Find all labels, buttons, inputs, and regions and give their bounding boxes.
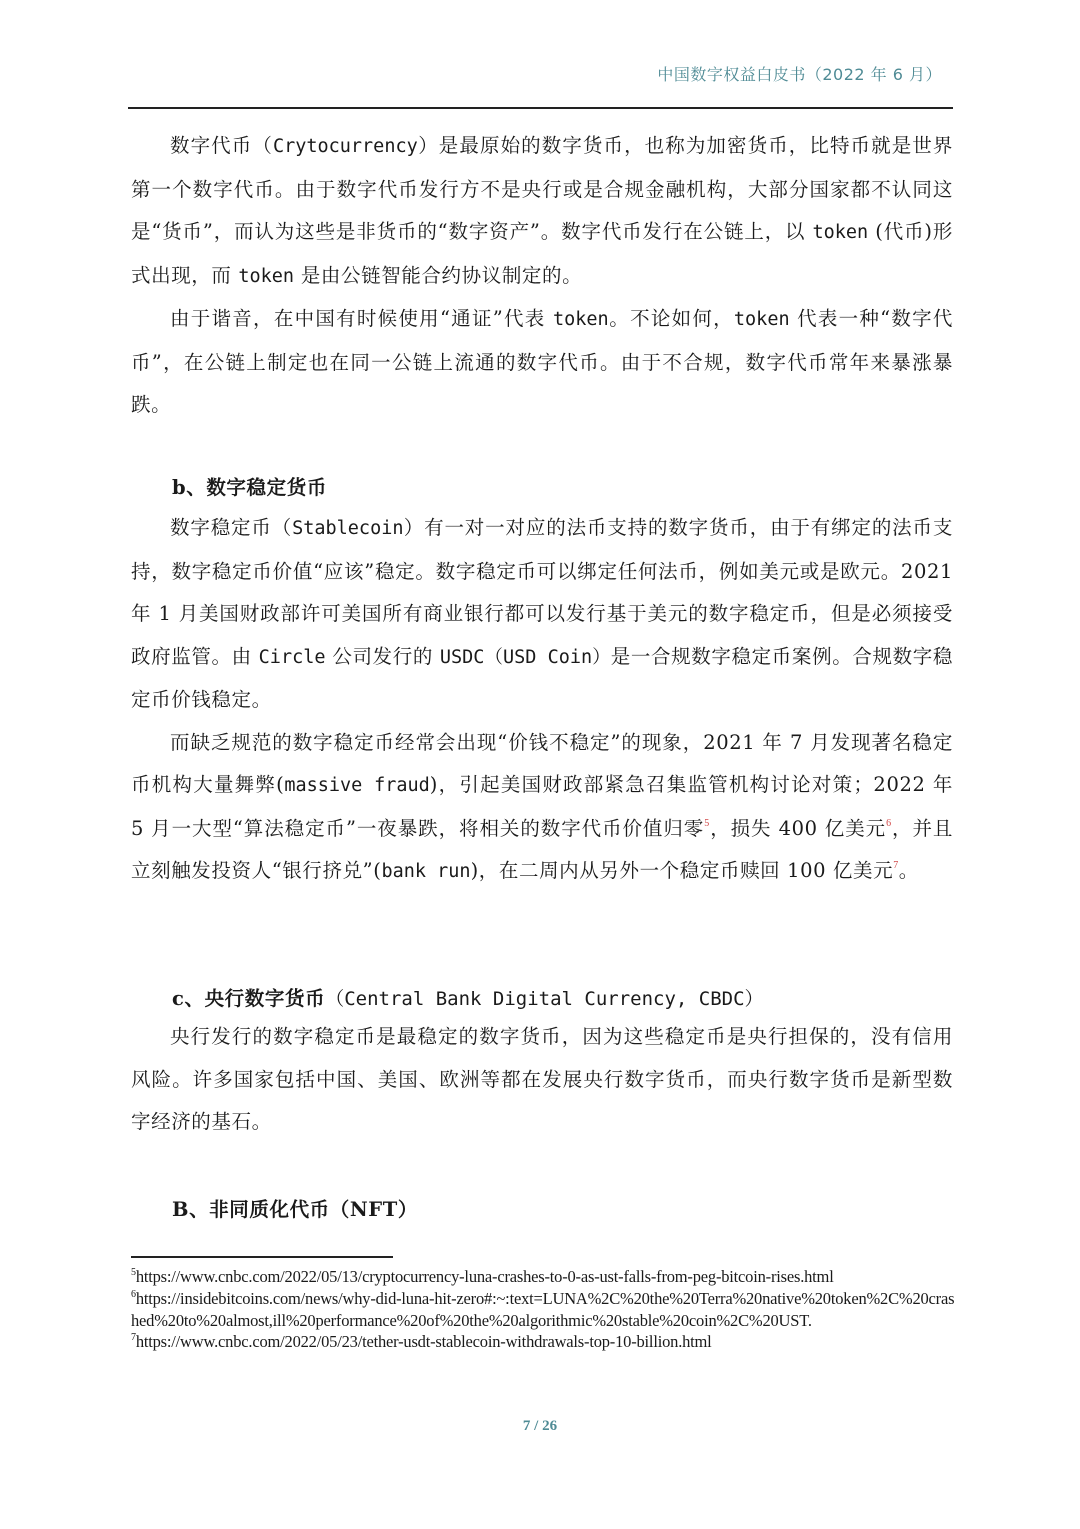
stablecoin-paragraph-1 — [131, 507, 953, 722]
text-run: 数字稳定币（ — [170, 516, 293, 539]
term-massive-fraud: massive fraud — [284, 775, 430, 796]
footnotes — [131, 1266, 961, 1353]
text-run: (代币)形式出现，而 — [131, 220, 953, 287]
text-run: 而缺乏规范的数字稳定币经常会出现“价钱不稳定”的现象，2021 年 7 月发现著名稳定币机构大量舞弊( — [131, 730, 953, 796]
text-run: )，在二周内从另外一个稳定币赎回 100 亿美元 — [470, 859, 894, 882]
footnote-5 — [131, 1266, 961, 1288]
term-token: token — [812, 222, 869, 243]
stablecoin-section — [131, 507, 953, 894]
term-bank-run: bank run — [381, 861, 471, 882]
text-run: 由于谐音，在中国有时候使用“通证”代表 — [170, 307, 553, 330]
term-token: token — [733, 309, 790, 330]
term-token: token — [238, 265, 295, 287]
footnote-number: 7 — [131, 1332, 136, 1344]
crypto-paragraph-1 — [131, 125, 953, 298]
text-run: 。 — [898, 859, 919, 882]
text-run: 数字代币（ — [170, 134, 273, 157]
footnote-divider — [131, 1256, 393, 1258]
term-token: token — [552, 309, 609, 330]
text-run: 代表一种“数字代币”，在公链上制定也在同一公链上流通的数字代币。由于不合规，数字代币常年来暴涨暴跌。 — [131, 307, 953, 416]
footnote-ref-6[interactable]: 6 — [886, 817, 892, 829]
text-run: 。不论如何， — [608, 307, 734, 330]
term-usdc: USDC（USD Coin） — [439, 646, 611, 668]
cbdc-paragraph-1: 央行发行的数字稳定币是最稳定的数字货币，因为这些稳定币是央行担保的，没有信用风险。许多国家包括中国、美国、欧洲等都在发展央行数字货币，而央行数字货币是新型数字经济的基石。 — [131, 1025, 953, 1133]
text-run: 是一合规数字稳定币案例。合规数字稳定币价钱稳定。 — [131, 644, 953, 711]
footnote-number: 6 — [131, 1288, 136, 1300]
header-divider — [128, 107, 953, 109]
footnote-number: 5 — [131, 1267, 136, 1278]
heading-stablecoin: b、数字稳定货币 — [172, 476, 327, 499]
footnote-link[interactable]: https://www.cnbc.com/2022/05/23/tether-usdt-stablecoin-withdrawals-top-10-billion.html — [135, 1332, 712, 1352]
page-number: 7 / 26 — [522, 1418, 558, 1434]
footnote-6 — [131, 1288, 961, 1332]
heading-cbdc — [172, 983, 764, 1011]
footnote-ref-5[interactable]: 5 — [704, 817, 710, 829]
crypto-section — [131, 125, 953, 427]
footnote-link[interactable]: https://www.cnbc.com/2022/05/13/cryptocurrency-luna-crashes-to-0-as-ust-falls-from-peg-bitcoin-rises.html — [135, 1267, 834, 1286]
cbdc-section — [131, 1016, 953, 1144]
stablecoin-paragraph-2 — [131, 722, 953, 894]
footnote-7 — [131, 1331, 961, 1353]
crypto-paragraph-2 — [131, 298, 953, 427]
text-run: 是由公链智能合约协议制定的。 — [294, 263, 583, 287]
footnote-ref-7[interactable]: 7 — [893, 860, 899, 871]
term-cryptocurrency: Crytocurrency — [272, 136, 418, 157]
term-circle: Circle — [258, 646, 326, 668]
text-run: ，并且立刻触发投资人“银行挤兑”( — [131, 816, 954, 882]
heading-cbdc-en: （Central Bank Digital Currency, CBDC） — [325, 988, 764, 1010]
text-run: ）有一对一对应的法币支持的数字货币，由于有绑定的法币支持，数字稳定币价值“应该”稳定。数字稳定币可以绑定任何法币，例如美元或是欧元。2021 年 1 月美国财政部许可美国所有商业银行都可以发行基于美元的数字稳定币，但是必须接受政府监管。由 — [131, 516, 953, 668]
heading-nft: B、非同质化代币（NFT） — [172, 1198, 418, 1221]
text-run: 公司发行的 — [325, 644, 440, 668]
footnote-link[interactable]: https://insidebitcoins.com/news/why-did-luna-hit-zero#:~:text=LUNA%2C%20the%20Terra%20native%20token%2C%20crashed%20to%20almost,ill%20performance%20of%20the%20algorithmic%20stable%20coin%2C%20UST. — [131, 1288, 955, 1330]
text-run: )，引起美国财政部紧急召集监管机构讨论对策；2022 年 5 月一大型“算法稳定币”一夜暴跌，将相关的数字代币价值归零 — [131, 773, 953, 840]
text-run: ，损失 400 亿美元 — [709, 816, 887, 840]
heading-cbdc-cn: c、央行数字货币 — [172, 987, 326, 1010]
text-run: ）是最原始的数字货币，也称为加密货币，比特币就是世界第一个数字代币。由于数字代币发行方不是央行或是合规金融机构，大部分国家都不认同这是“货币”，而认为这些是非货币的“数字资产”。数字代币发行在公链上，以 — [131, 134, 953, 243]
term-stablecoin: Stablecoin — [292, 518, 404, 539]
running-header: 中国数字权益白皮书（2022 年 6 月） — [657, 65, 942, 84]
